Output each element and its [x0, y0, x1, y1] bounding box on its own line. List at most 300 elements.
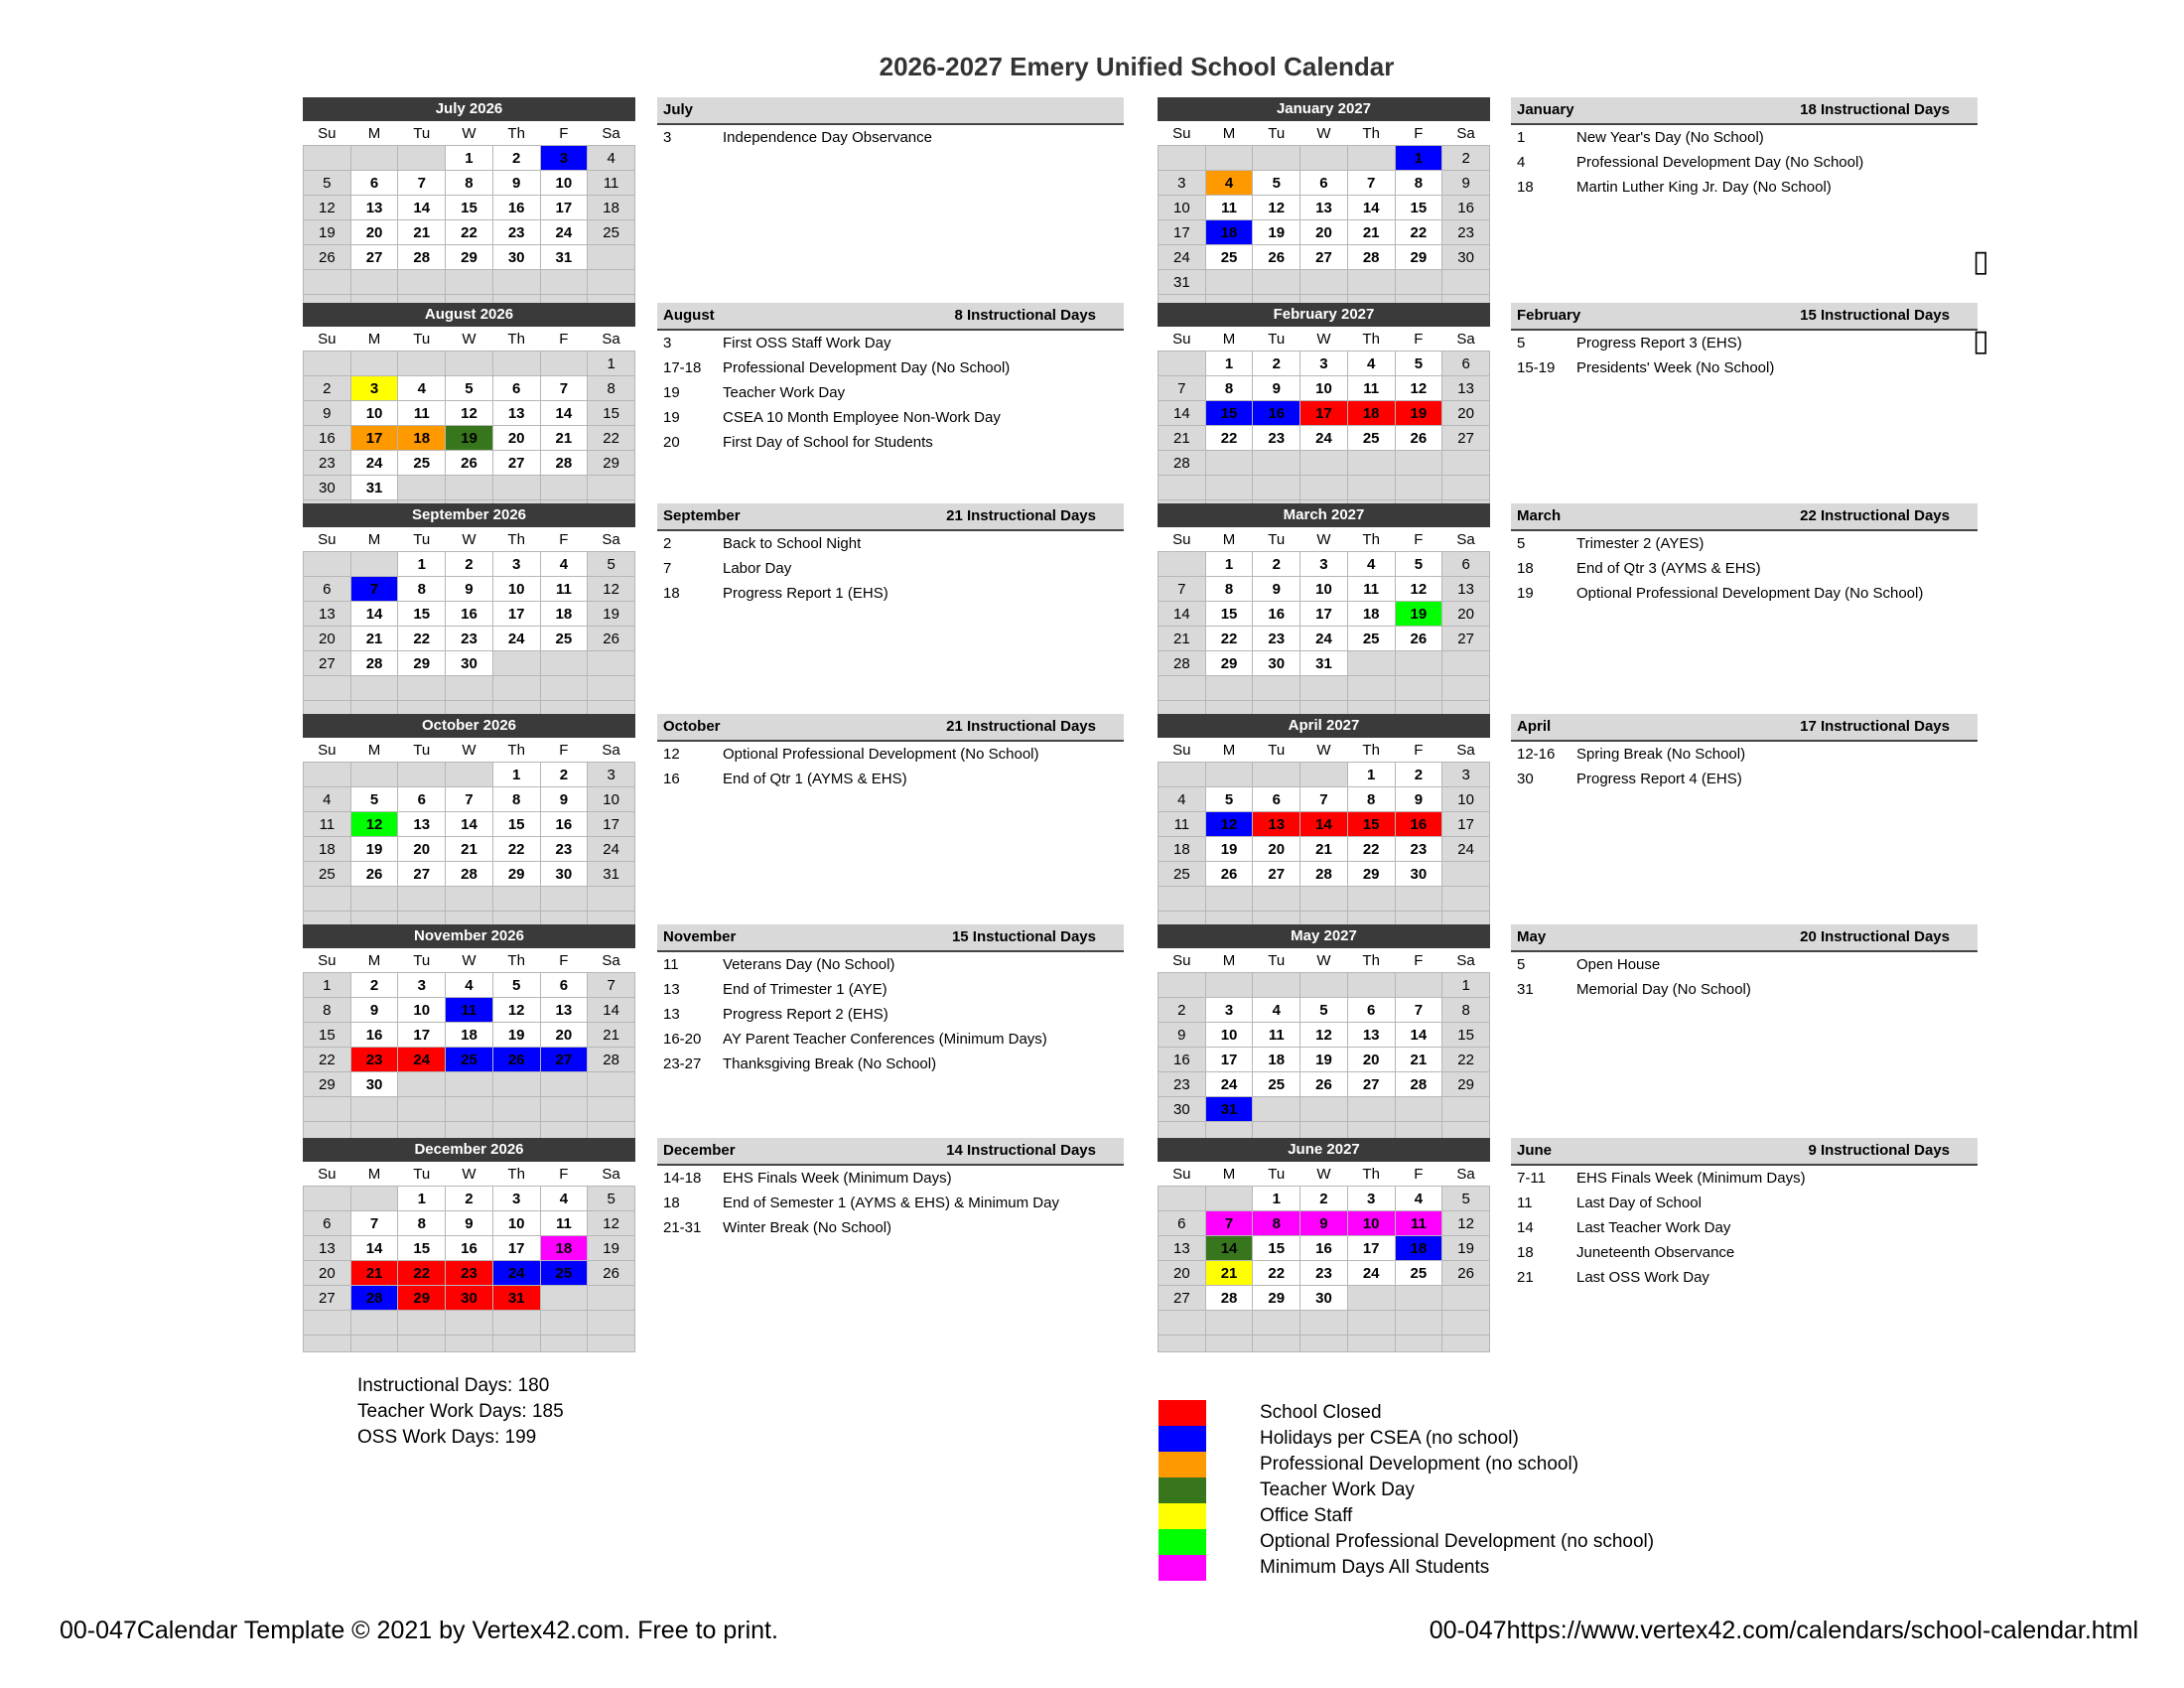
empty-cell	[1159, 1311, 1206, 1336]
day-cell: 19	[1253, 220, 1300, 245]
day-cell: 10	[1300, 376, 1348, 401]
day-cell: 18	[1253, 1048, 1300, 1072]
event-date: 4	[1517, 154, 1526, 171]
day-cell: 21	[398, 220, 446, 245]
month-calendar	[1158, 503, 1490, 718]
day-cell: 6	[1253, 787, 1300, 812]
day-cell: 16	[540, 812, 588, 837]
day-cell: 23	[446, 627, 493, 651]
weekday-header: W	[462, 951, 477, 969]
event-date: 12-16	[1517, 746, 1556, 763]
event-date: 13	[663, 981, 680, 998]
day-cell: 28	[1159, 451, 1206, 476]
day-cell: 17	[492, 602, 540, 627]
day-cell: 6	[1442, 352, 1490, 376]
empty-cell	[1159, 352, 1206, 376]
weekday-header: F	[1414, 530, 1424, 548]
empty-cell	[1395, 651, 1442, 676]
event-date: 19	[1517, 585, 1534, 602]
day-cell: 4	[1159, 787, 1206, 812]
day-cell: 15	[588, 401, 635, 426]
legend-swatch	[1159, 1555, 1206, 1581]
day-cell: 1	[398, 552, 446, 577]
spacer-cell	[1253, 1336, 1300, 1352]
empty-cell	[588, 1311, 635, 1336]
day-cell: 24	[492, 627, 540, 651]
empty-cell	[1347, 676, 1395, 701]
day-cell: 8	[588, 376, 635, 401]
weekday-header: W	[1316, 1165, 1331, 1183]
empty-cell	[1395, 1286, 1442, 1311]
empty-cell	[1347, 651, 1395, 676]
empty-cell	[304, 552, 351, 577]
weekday-header: M	[367, 741, 381, 759]
weekday-header: Su	[1172, 530, 1191, 548]
weekday-header: Th	[1362, 530, 1380, 548]
empty-cell	[1347, 973, 1395, 998]
event-item	[1511, 125, 1978, 150]
day-cell: 9	[1442, 171, 1490, 196]
day-cell: 7	[1300, 787, 1348, 812]
event-text: End of Qtr 3 (AYMS & EHS)	[1576, 560, 1761, 577]
day-cell: 19	[304, 220, 351, 245]
event-text: End of Semester 1 (AYMS & EHS) & Minimum Day	[723, 1195, 1059, 1211]
day-cell: 15	[446, 196, 493, 220]
day-cell: 9	[540, 787, 588, 812]
day-cell: 29	[1395, 245, 1442, 270]
spacer-cell	[446, 1122, 493, 1139]
empty-cell	[350, 676, 398, 701]
day-cell: 13	[304, 602, 351, 627]
weekday-header: Th	[507, 330, 525, 348]
empty-cell	[1253, 763, 1300, 787]
empty-cell	[1442, 887, 1490, 912]
events-header	[1511, 303, 1978, 331]
event-text: Teacher Work Day	[723, 384, 846, 401]
empty-cell	[1253, 476, 1300, 500]
weekday-header: Sa	[602, 741, 620, 759]
weekday-header: Su	[1172, 1165, 1191, 1183]
event-text: Optional Professional Development Day (No School)	[1576, 585, 1924, 602]
events-header	[1511, 714, 1978, 742]
empty-cell	[540, 352, 588, 376]
weekday-header: M	[367, 124, 381, 142]
spacer-cell	[1395, 1336, 1442, 1352]
day-cell: 26	[350, 862, 398, 887]
weekday-header: Sa	[1456, 530, 1475, 548]
empty-cell	[1442, 476, 1490, 500]
empty-cell	[304, 352, 351, 376]
day-cell: 3	[1159, 171, 1206, 196]
empty-cell	[540, 476, 588, 500]
day-cell: 16	[1395, 812, 1442, 837]
spacer-cell	[446, 1336, 493, 1352]
empty-cell	[350, 552, 398, 577]
month-title: February 2027	[1158, 303, 1490, 327]
empty-cell	[304, 763, 351, 787]
spacer-cell	[304, 1336, 351, 1352]
event-item	[657, 430, 1124, 455]
weekday-header: Sa	[1456, 330, 1475, 348]
day-cell: 28	[1205, 1286, 1253, 1311]
day-cell: 24	[1347, 1261, 1395, 1286]
day-cell: 8	[1205, 577, 1253, 602]
events-month-name: October	[663, 718, 721, 735]
day-cell: 10	[1205, 1023, 1253, 1048]
weekday-header: W	[1316, 951, 1331, 969]
spacer-cell	[588, 1336, 635, 1352]
empty-cell	[1347, 1286, 1395, 1311]
weekday-header: F	[559, 1165, 569, 1183]
legend-label: Office Staff	[1260, 1505, 1353, 1526]
day-cell: 5	[1395, 352, 1442, 376]
spacer-cell	[492, 1336, 540, 1352]
empty-cell	[1395, 887, 1442, 912]
day-cell: 22	[1205, 426, 1253, 451]
empty-cell	[1253, 887, 1300, 912]
spacer-cell	[1395, 1122, 1442, 1139]
weekday-header: W	[1316, 330, 1331, 348]
events-header	[1511, 1138, 1978, 1166]
day-cell: 24	[540, 220, 588, 245]
day-cell: 21	[446, 837, 493, 862]
weekday-header: W	[462, 530, 477, 548]
weekday-header: F	[1414, 124, 1424, 142]
day-cell: 31	[1159, 270, 1206, 295]
day-cell: 17	[492, 1236, 540, 1261]
day-cell: 14	[350, 602, 398, 627]
day-cell: 27	[1159, 1286, 1206, 1311]
day-cell: 6	[1347, 998, 1395, 1023]
day-cell: 9	[446, 577, 493, 602]
day-cell: 10	[492, 1211, 540, 1236]
day-cell: 14	[1300, 812, 1348, 837]
day-cell: 3	[1347, 1187, 1395, 1211]
empty-cell	[1300, 270, 1348, 295]
day-cell: 12	[492, 998, 540, 1023]
footer-url: 00-047https://www.vertex42.com/calendars/school-calendar.html	[1429, 1617, 2138, 1644]
page-title: 2026-2027 Emery Unified School Calendar	[879, 52, 1395, 81]
day-cell: 17	[350, 426, 398, 451]
event-date: 15-19	[1517, 359, 1556, 376]
event-text: Thanksgiving Break (No School)	[723, 1055, 937, 1072]
day-cell: 19	[492, 1023, 540, 1048]
empty-cell	[1442, 1311, 1490, 1336]
day-cell: 29	[1347, 862, 1395, 887]
events-month-name: June	[1517, 1142, 1553, 1159]
empty-cell	[588, 887, 635, 912]
day-cell: 7	[1395, 998, 1442, 1023]
empty-cell	[540, 1311, 588, 1336]
day-cell: 30	[304, 476, 351, 500]
day-cell: 1	[398, 1187, 446, 1211]
event-text: Professional Development Day (No School)	[723, 359, 1011, 376]
legend-swatch	[1159, 1426, 1206, 1452]
legend-swatch	[1159, 1477, 1206, 1503]
day-cell: 17	[1300, 602, 1348, 627]
day-cell: 24	[350, 451, 398, 476]
day-cell: 15	[1395, 196, 1442, 220]
empty-cell	[492, 270, 540, 295]
event-item	[657, 1166, 1124, 1191]
legend-swatch	[1159, 1452, 1206, 1477]
empty-cell	[588, 1072, 635, 1097]
empty-cell	[492, 651, 540, 676]
day-cell: 1	[1253, 1187, 1300, 1211]
empty-cell	[1300, 973, 1348, 998]
event-item	[657, 1002, 1124, 1027]
day-cell: 25	[1347, 627, 1395, 651]
day-cell: 4	[1347, 352, 1395, 376]
empty-cell	[540, 887, 588, 912]
day-cell: 17	[1300, 401, 1348, 426]
day-cell: 17	[398, 1023, 446, 1048]
day-cell: 6	[1300, 171, 1348, 196]
day-cell: 7	[1159, 577, 1206, 602]
day-cell: 19	[1395, 401, 1442, 426]
day-cell: 10	[588, 787, 635, 812]
event-date: 11	[663, 956, 679, 973]
instructional-days-count: 21 Instructional Days	[946, 718, 1096, 735]
day-cell: 14	[446, 812, 493, 837]
event-item	[657, 1052, 1124, 1076]
day-cell: 6	[1159, 1211, 1206, 1236]
events-month-name: February	[1517, 307, 1581, 324]
spacer-cell	[1159, 1336, 1206, 1352]
event-date: 5	[1517, 335, 1526, 352]
day-cell: 12	[588, 577, 635, 602]
day-cell: 20	[1253, 837, 1300, 862]
day-cell: 22	[1395, 220, 1442, 245]
event-text: Progress Report 3 (EHS)	[1576, 335, 1742, 352]
day-cell: 1	[1442, 973, 1490, 998]
events-header	[1511, 97, 1978, 125]
day-cell: 30	[350, 1072, 398, 1097]
day-cell: 20	[1442, 401, 1490, 426]
day-cell: 2	[492, 146, 540, 171]
day-cell: 14	[1159, 602, 1206, 627]
weekday-header: Th	[1362, 124, 1380, 142]
day-cell: 31	[350, 476, 398, 500]
month-title: April 2027	[1158, 714, 1490, 738]
day-cell: 5	[588, 552, 635, 577]
weekday-header: Tu	[413, 330, 431, 348]
empty-cell	[304, 1311, 351, 1336]
day-cell: 10	[1300, 577, 1348, 602]
month-events	[657, 303, 1124, 455]
day-cell: 18	[1347, 401, 1395, 426]
empty-cell	[1205, 887, 1253, 912]
day-cell: 12	[1253, 196, 1300, 220]
day-cell: 29	[398, 1286, 446, 1311]
instructional-days-count: 21 Instructional Days	[946, 507, 1096, 524]
month-events	[657, 503, 1124, 606]
event-text: Trimester 2 (AYES)	[1576, 535, 1705, 552]
day-cell: 27	[304, 651, 351, 676]
day-cell: 10	[350, 401, 398, 426]
event-item	[657, 531, 1124, 556]
event-item	[1511, 767, 1978, 791]
day-cell: 1	[492, 763, 540, 787]
event-date: 5	[1517, 956, 1526, 973]
empty-cell	[446, 352, 493, 376]
empty-cell	[1159, 763, 1206, 787]
day-cell: 26	[1395, 426, 1442, 451]
empty-cell	[350, 887, 398, 912]
day-cell: 25	[1205, 245, 1253, 270]
day-cell: 28	[398, 245, 446, 270]
empty-cell	[1159, 887, 1206, 912]
spacer-cell	[492, 1122, 540, 1139]
month-calendar	[303, 924, 635, 1139]
day-cell: 9	[1159, 1023, 1206, 1048]
weekday-header: M	[367, 330, 381, 348]
events-header	[657, 924, 1124, 952]
event-item	[1511, 355, 1978, 380]
day-cell: 15	[304, 1023, 351, 1048]
day-cell: 19	[1205, 837, 1253, 862]
day-cell: 21	[540, 426, 588, 451]
day-cell: 8	[446, 171, 493, 196]
day-cell: 13	[540, 998, 588, 1023]
instructional-days-count: 22 Instructional Days	[1800, 507, 1950, 524]
weekday-header: M	[367, 530, 381, 548]
event-date: 1	[1517, 129, 1526, 146]
weekday-header: Tu	[413, 530, 431, 548]
day-cell: 24	[398, 1048, 446, 1072]
day-cell: 21	[1159, 627, 1206, 651]
weekday-header: Tu	[413, 1165, 431, 1183]
weekday-header: W	[462, 330, 477, 348]
events-header	[657, 714, 1124, 742]
day-cell: 26	[1300, 1072, 1348, 1097]
event-date: 11	[1517, 1195, 1533, 1211]
day-cell: 18	[304, 837, 351, 862]
day-cell: 8	[1347, 787, 1395, 812]
bracket-glyph: ▯	[1973, 245, 1989, 278]
empty-cell	[588, 476, 635, 500]
empty-cell	[1442, 451, 1490, 476]
empty-cell	[1395, 676, 1442, 701]
event-date: 14	[1517, 1219, 1534, 1236]
month-events	[1511, 97, 1978, 200]
spacer-cell	[540, 1122, 588, 1139]
month-title: June 2027	[1158, 1138, 1490, 1162]
events-month-name: May	[1517, 928, 1547, 945]
spacer-cell	[1347, 1122, 1395, 1139]
day-cell: 21	[588, 1023, 635, 1048]
day-cell: 14	[350, 1236, 398, 1261]
day-cell: 26	[446, 451, 493, 476]
day-cell: 30	[446, 651, 493, 676]
empty-cell	[446, 1097, 493, 1122]
month-calendar	[303, 303, 635, 517]
day-cell: 27	[398, 862, 446, 887]
day-cell: 19	[350, 837, 398, 862]
legend-label: Holidays per CSEA (no school)	[1260, 1428, 1519, 1449]
event-date: 18	[663, 585, 680, 602]
weekday-header: Th	[1362, 951, 1380, 969]
day-cell: 20	[492, 426, 540, 451]
event-item	[1511, 977, 1978, 1002]
day-cell: 20	[304, 1261, 351, 1286]
day-cell: 26	[1253, 245, 1300, 270]
day-cell: 5	[1395, 552, 1442, 577]
empty-cell	[1205, 270, 1253, 295]
day-cell: 4	[540, 1187, 588, 1211]
month-events	[657, 924, 1124, 1076]
weekday-header: Th	[507, 951, 525, 969]
day-cell: 1	[1205, 352, 1253, 376]
weekday-header: Su	[318, 741, 337, 759]
weekday-header: M	[1222, 330, 1236, 348]
day-cell: 25	[304, 862, 351, 887]
day-cell: 9	[1253, 577, 1300, 602]
day-cell: 13	[398, 812, 446, 837]
day-cell: 1	[1205, 552, 1253, 577]
empty-cell	[588, 270, 635, 295]
event-text: Memorial Day (No School)	[1576, 981, 1751, 998]
weekday-header: W	[462, 1165, 477, 1183]
empty-cell	[1442, 1286, 1490, 1311]
event-text: Professional Development Day (No School)	[1576, 154, 1864, 171]
day-cell: 8	[398, 577, 446, 602]
day-cell: 22	[492, 837, 540, 862]
event-date: 13	[663, 1006, 680, 1023]
instructional-days-count: 15 Instructional Days	[1800, 307, 1950, 324]
day-cell: 30	[1395, 862, 1442, 887]
weekday-header: Tu	[1268, 741, 1286, 759]
day-cell: 31	[540, 245, 588, 270]
spacer-cell	[1442, 1336, 1490, 1352]
day-cell: 8	[1253, 1211, 1300, 1236]
event-text: Juneteenth Observance	[1576, 1244, 1735, 1261]
day-cell: 19	[588, 602, 635, 627]
event-item	[1511, 556, 1978, 581]
spacer-cell	[1205, 1122, 1253, 1139]
day-cell: 26	[492, 1048, 540, 1072]
event-text: Last OSS Work Day	[1576, 1269, 1709, 1286]
footer-copyright: 00-047Calendar Template © 2021 by Vertex42.com. Free to print.	[60, 1617, 778, 1644]
day-cell: 8	[398, 1211, 446, 1236]
month-calendar	[303, 97, 635, 312]
day-cell: 6	[304, 1211, 351, 1236]
day-cell: 10	[1347, 1211, 1395, 1236]
empty-cell	[398, 1097, 446, 1122]
empty-cell	[1395, 1097, 1442, 1122]
spacer-cell	[1253, 1122, 1300, 1139]
spacer-cell	[540, 1336, 588, 1352]
day-cell: 2	[1253, 352, 1300, 376]
weekday-header: W	[1316, 741, 1331, 759]
event-item	[1511, 331, 1978, 355]
day-cell: 3	[588, 763, 635, 787]
event-item	[657, 1215, 1124, 1240]
event-date: 3	[663, 129, 672, 146]
day-cell: 15	[1253, 1236, 1300, 1261]
day-cell: 29	[1205, 651, 1253, 676]
day-cell: 7	[398, 171, 446, 196]
empty-cell	[398, 763, 446, 787]
instructional-days-count: 20 Instructional Days	[1800, 928, 1950, 945]
day-cell: 16	[446, 1236, 493, 1261]
day-cell: 23	[1159, 1072, 1206, 1097]
event-date: 20	[663, 434, 680, 451]
day-cell: 22	[1253, 1261, 1300, 1286]
day-cell: 13	[1442, 376, 1490, 401]
day-cell: 15	[1205, 602, 1253, 627]
weekday-header: Sa	[602, 124, 620, 142]
